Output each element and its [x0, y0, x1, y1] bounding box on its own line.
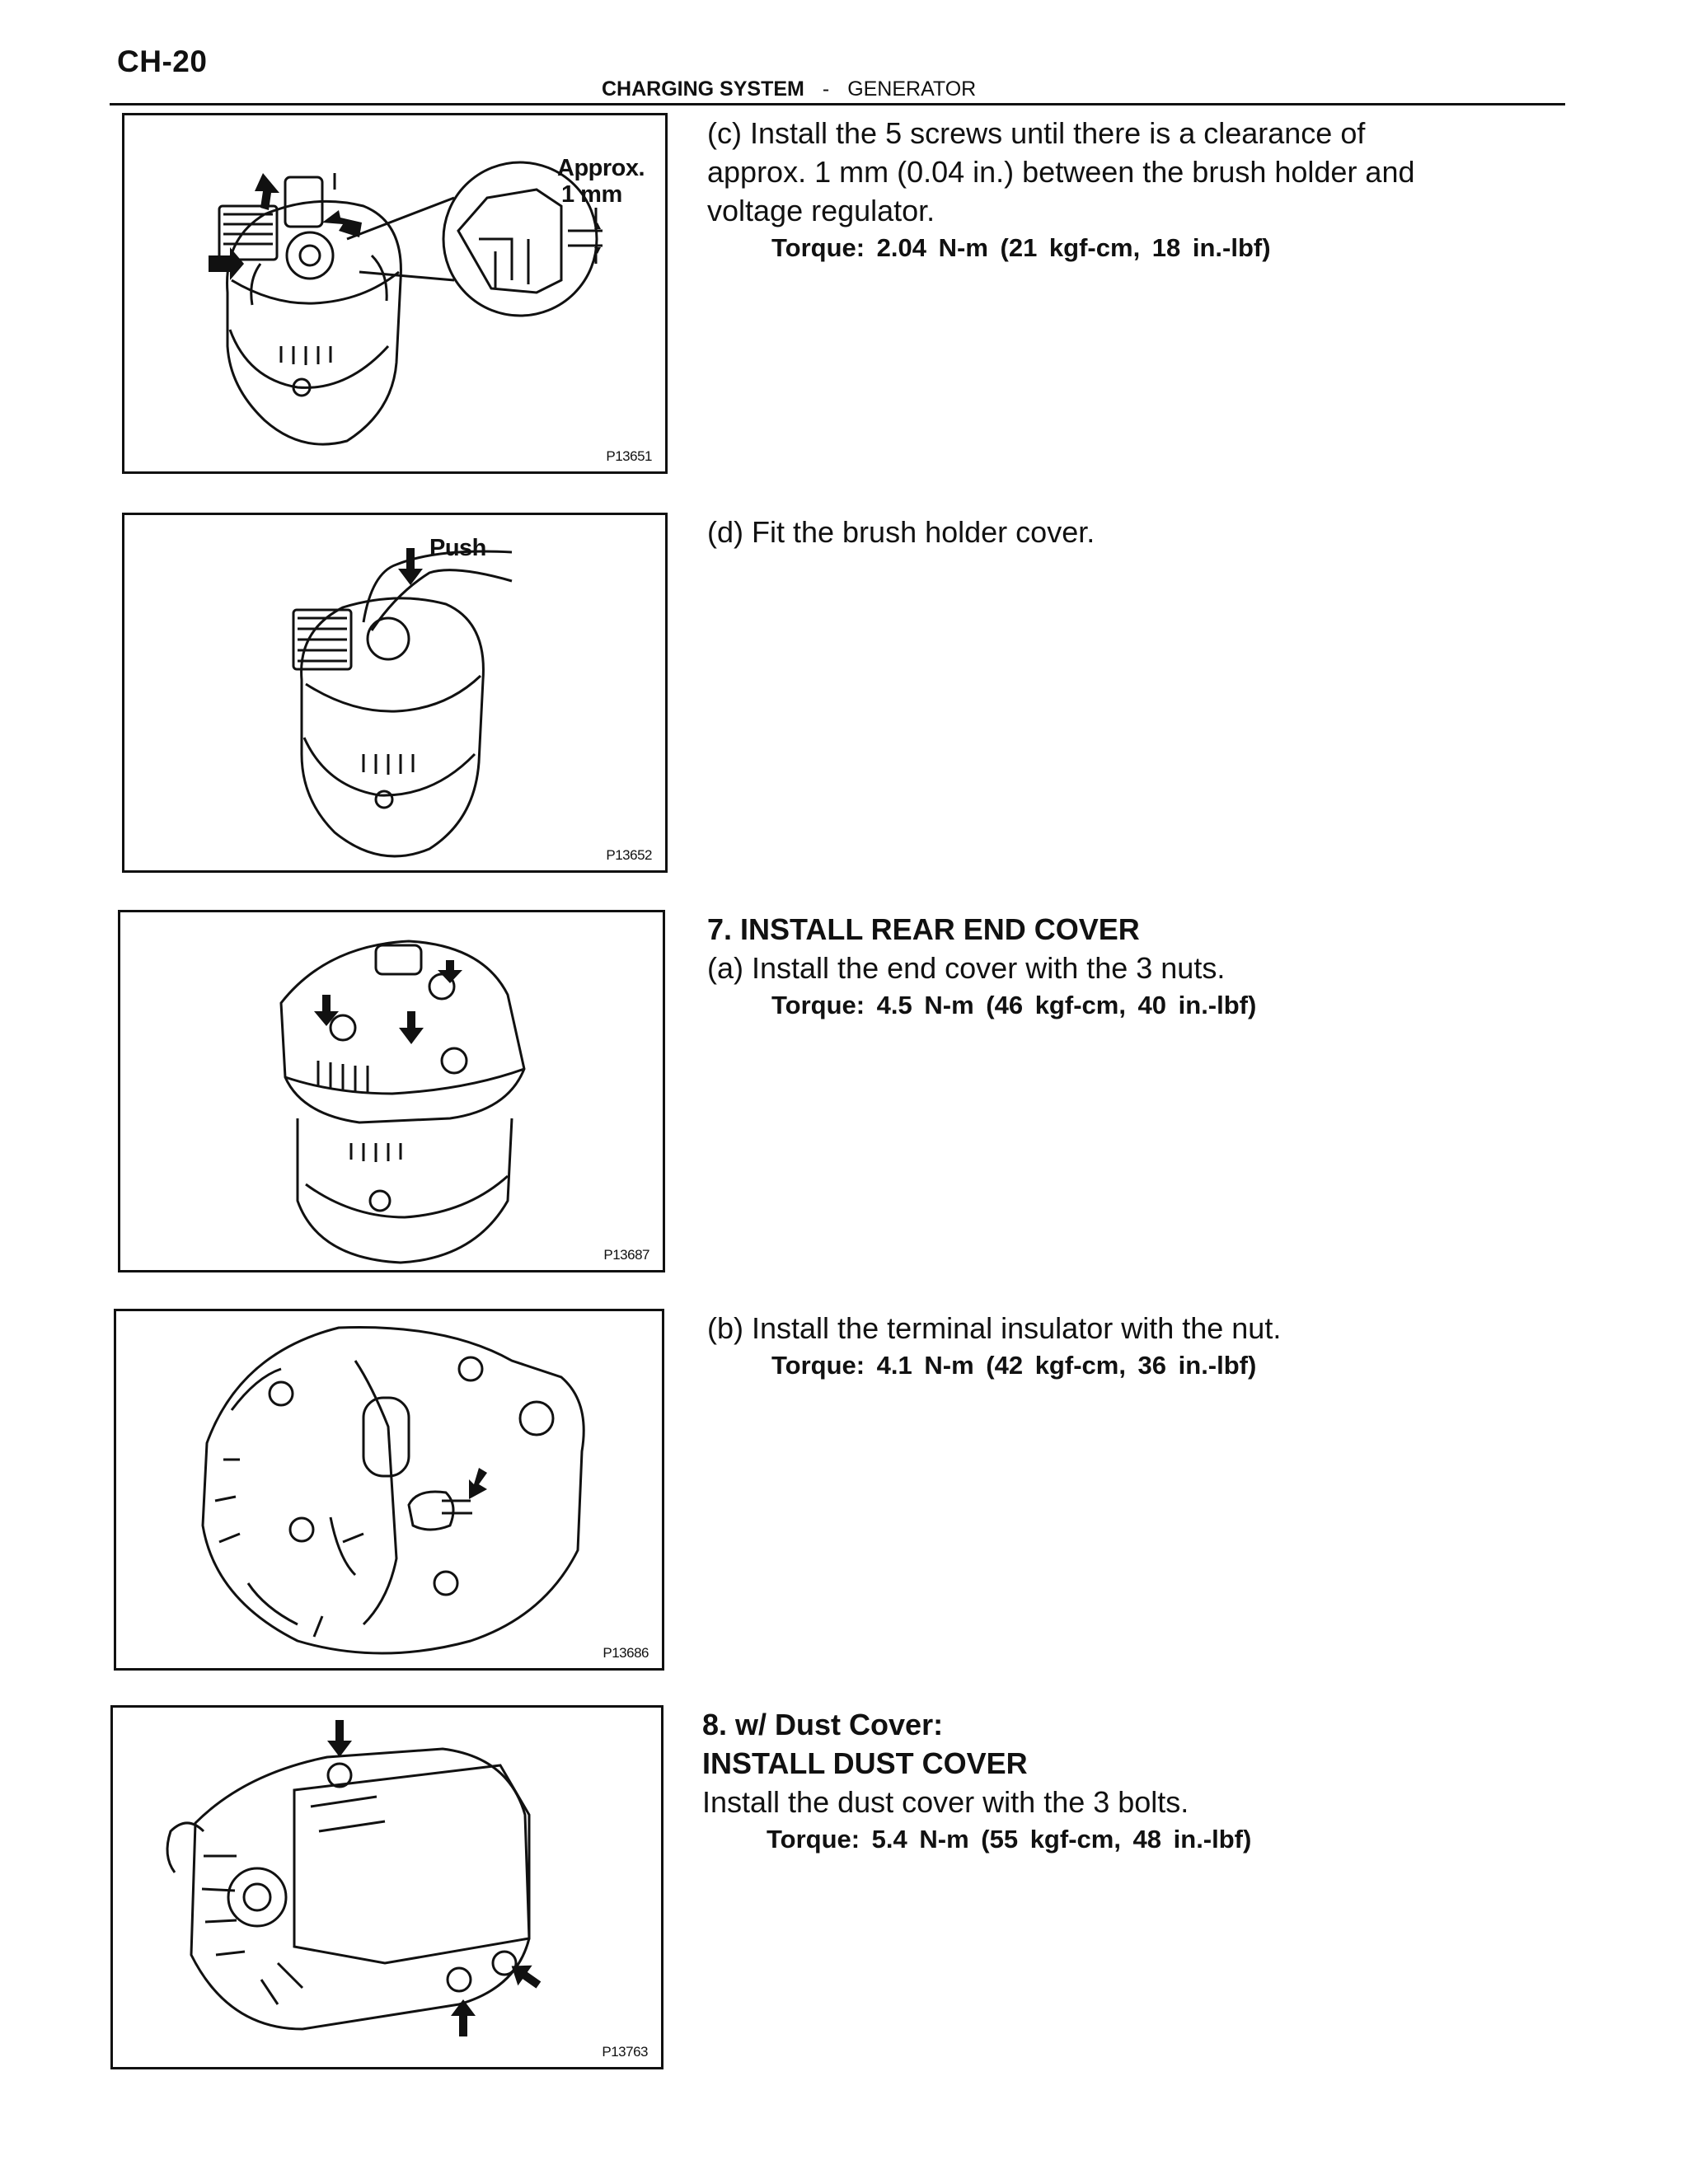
figure-code: P13686 — [603, 1645, 649, 1661]
step-7 — [707, 910, 1256, 1024]
step-8-line: Install the dust cover with the 3 bolts. — [702, 1785, 1189, 1819]
step-7b — [707, 1309, 1281, 1384]
figure-code: P13763 — [602, 2044, 648, 2060]
alternator-rear-cover-illustration — [120, 912, 665, 1272]
figure-terminal-insulator — [114, 1309, 664, 1671]
step-c — [707, 114, 1415, 266]
step-c-line-1: (c) Install the 5 screws until there is a clearance of — [707, 116, 1366, 150]
figure-dust-cover — [110, 1705, 663, 2069]
figure-brush-holder-screws — [122, 113, 668, 474]
callout-1mm: 1 mm — [561, 181, 622, 208]
step-c-line-2: approx. 1 mm (0.04 in.) between the brush holder and — [707, 155, 1415, 189]
section-title: CHARGING SYSTEM — [602, 77, 804, 101]
header-rule — [110, 103, 1565, 105]
step-7-heading: 7. INSTALL REAR END COVER — [707, 912, 1140, 946]
step-8-heading-line-1: 8. w/ Dust Cover: — [702, 1708, 944, 1741]
figure-brush-holder-cover — [122, 513, 668, 873]
page-number: CH-20 — [117, 45, 208, 78]
step-7a-line: (a) Install the end cover with the 3 nuts. — [707, 951, 1226, 985]
step-d-line: (d) Fit the brush holder cover. — [707, 515, 1095, 549]
torque-spec: Torque: 4.5 N-m (46 kgf-cm, 40 in.-lbf) — [771, 991, 1257, 1019]
subsection-title: GENERATOR — [847, 77, 977, 101]
alternator-push-illustration — [124, 515, 668, 873]
figure-rear-end-cover — [118, 910, 665, 1272]
step-c-line-3: voltage regulator. — [707, 194, 935, 227]
step-8 — [702, 1705, 1251, 1858]
figure-code: P13651 — [606, 448, 652, 464]
torque-spec: Torque: 2.04 N-m (21 kgf-cm, 18 in.-lbf) — [771, 233, 1271, 262]
step-7b-line: (b) Install the terminal insulator with the nut. — [707, 1311, 1282, 1345]
step-d — [707, 513, 1095, 551]
section-header — [602, 77, 976, 101]
figure-code: P13687 — [603, 1247, 649, 1263]
alternator-terminal-illustration — [116, 1311, 664, 1671]
torque-spec: Torque: 4.1 N-m (42 kgf-cm, 36 in.-lbf) — [771, 1351, 1257, 1380]
step-8-heading-line-2: INSTALL DUST COVER — [702, 1746, 1028, 1780]
torque-spec: Torque: 5.4 N-m (55 kgf-cm, 48 in.-lbf) — [767, 1825, 1252, 1854]
callout-push: Push — [429, 535, 486, 561]
alternator-dust-cover-illustration — [113, 1708, 663, 2069]
figure-code: P13652 — [606, 847, 652, 863]
callout-approx: Approx. — [557, 155, 645, 181]
header-separator: - — [822, 77, 830, 101]
